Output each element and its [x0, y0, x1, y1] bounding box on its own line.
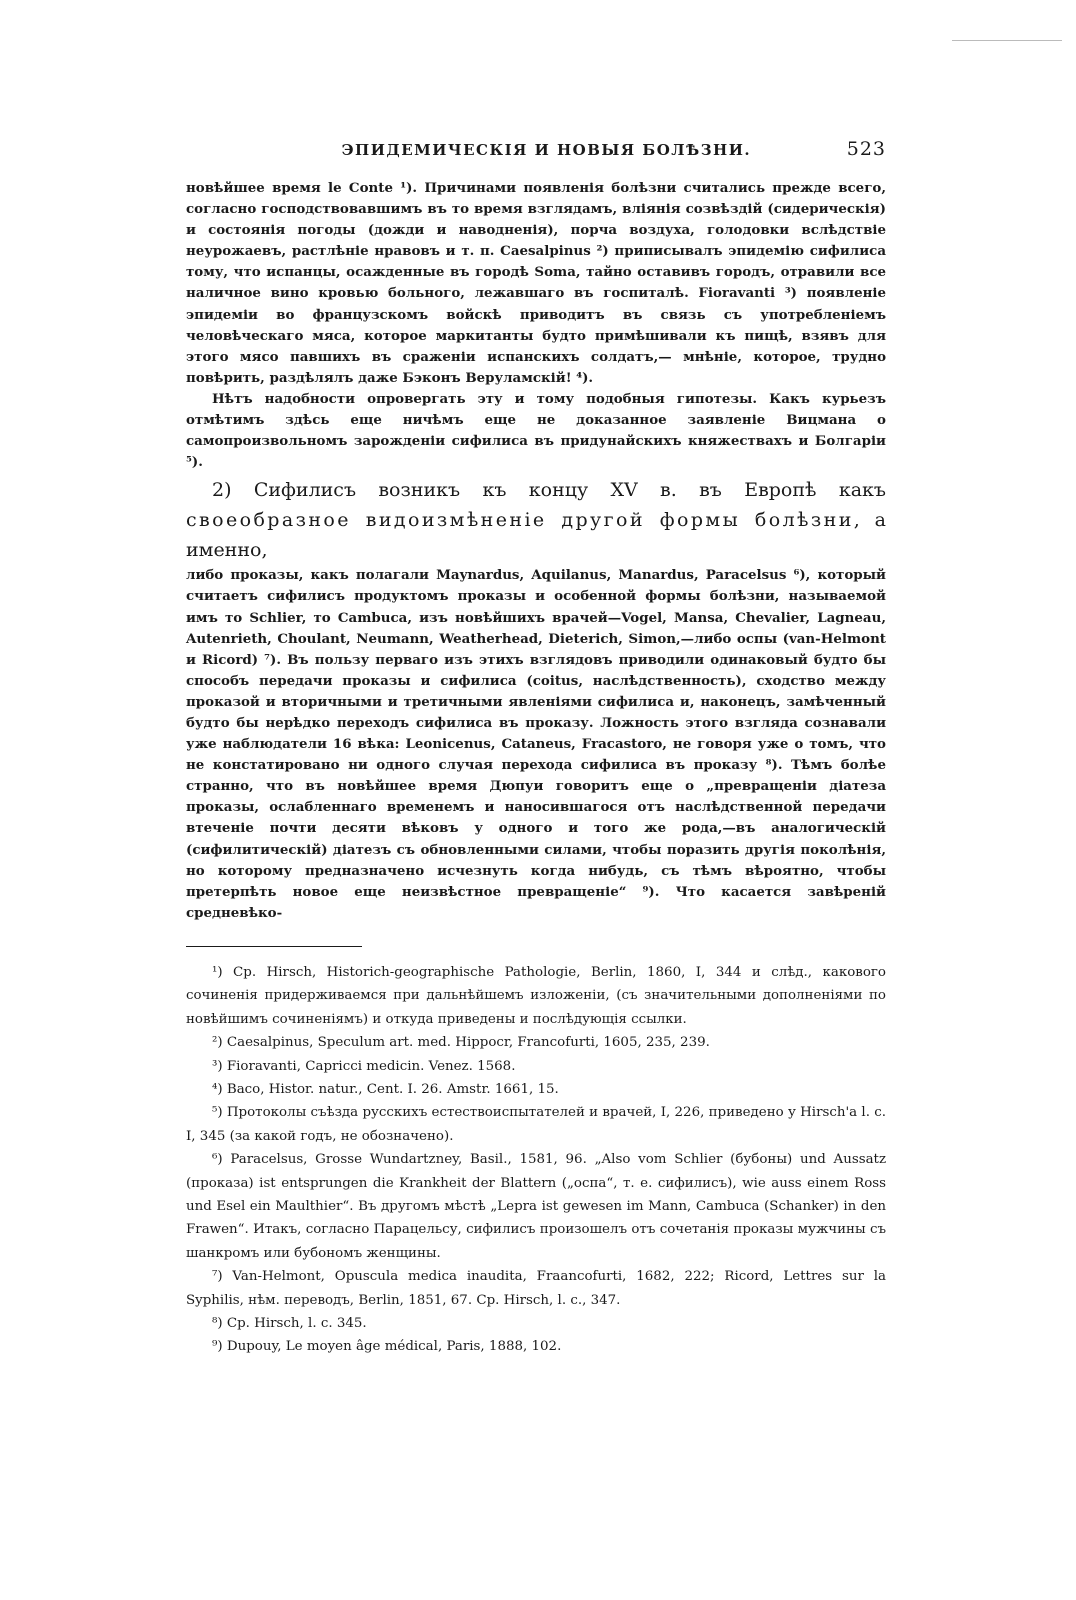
lead-part: а именно, [186, 509, 886, 562]
page-number: 523 [846, 138, 886, 160]
paragraph: либо проказы, какъ полагали Maynardus, Aquilanus, Manardus, Paracelsus ⁶), который считаетъ сифилисъ продуктомъ проказы и особенной формы болѣзни, называемой имъ то Schlier, то Cambuca, изъ новѣйшихъ врачей—Vogel, Mansa, Chevalier, Lagneau, Autenrieth, Choulant, Neumann, Weatherhead, Dieterich, Simon,—либо оспы (van-Helmont и Ricord) ⁷). Въ пользу перваго изъ этихъ взглядовъ приводили одинаковый будто бы способъ передачи проказы и сифилиса (coitus, наслѣдственность), сходство между проказой и вторичными и третичными явленіями сифилиса и, наконецъ, замѣченный будто бы нерѣдко переходъ сифилиса въ проказу. Ложность этого взгляда сознавали уже наблюдатели 16 вѣка: Leonicenus, Cataneus, Fracastoro, не говоря уже о томъ, что не констатировано ни одного случая перехода сифилиса въ проказу ⁸). Тѣмъ болѣе странно, что въ новѣйшее время Дюпуи говоритъ еще о „превращеніи діатеза проказы, ослабленнаго временемъ и наносившагося отъ наслѣдственной передачи втеченіе почти десяти вѣковъ у одного и того же рода,—въ аналогическій (сифилитическій) діатезъ съ обновленными силами, чтобы поразить другія поколѣнія, но которому предназначено исчезнуть когда нибудь, съ тѣмъ вѣроятно, чтобы претерпѣть новое еще неизвѣстное превращеніе“ ⁹). Что касается завѣреній средневѣко- [186, 567, 886, 921]
lead-emphasis: своеобразное видоизмѣненіе другой формы болѣзни, [186, 509, 863, 532]
scan-edge-rule [952, 40, 1062, 41]
paragraph: новѣйшее время le Conte ¹). Причинами появленія болѣзни считались прежде всего, согласно господствовавшимъ въ то время взглядамъ, вліянія созвѣздій (сидерическія) и состоянія погоды (дожди и наводненія), порча воздуха, голодовки вслѣдствіе неурожаевъ, растлѣніе нравовъ и т. п. Caesalpinus ²) приписывалъ эпидемію сифилиса тому, что испанцы, осажденные въ городѣ Soma, тайно оставивъ городъ, отравили все наличное вино кровью больного, лежавшаго въ госпиталѣ. Fioravanti ³) появленіе эпидеміи во французскомъ войскѣ приводитъ въ связь съ употребленіемъ человѣческаго мяса, которое маркитанты будто примѣшивали къ пищѣ, взявъ для этого мясо павшихъ въ сраженіи испанскихъ солдатъ,— мнѣніе, которое, трудно повѣрить, раздѣлялъ даже Бэконъ Веруламскій! ⁴). [186, 180, 886, 386]
footnote: ¹) Ср. Hirsch, Historich-geographische Pathologie, Berlin, 1860, I, 344 и слѣд., какового сочиненія придерживаемся при дальнѣйшемъ изложеніи, (съ значительными дополненіями по новѣйшимъ сочиненіямъ) и откуда приведены и послѣдующія ссылки. [186, 964, 886, 1027]
paragraph: Нѣтъ надобности опровергать эту и тому подобныя гипотезы. Какъ курьезъ отмѣтимъ здѣсь еще ничѣмъ еще не доказанное заявленіе Вицмана о самопроизвольномъ зарожденіи сифилиса въ придунайскихъ княжествахъ и Болгаріи ⁵). [186, 390, 886, 471]
lead-part: 2) Сифилисъ возникъ къ концу XV в. въ Европѣ какъ [212, 479, 886, 502]
footnote: ⁹) Dupouy, Le moyen âge médical, Paris, 1888, 102. [212, 1339, 562, 1355]
footnote: ⁵) Протоколы съѣзда русскихъ естествоиспытателей и врачей, I, 226, приведено у Hirsch'а l. c. I, 345 (за какой годъ, не обозначено). [186, 1105, 886, 1144]
footnote: ⁷) Van-Helmont, Opuscula medica inaudita, Fraancofurti, 1682, 222; Ricord, Lettres sur la Syphilis, нѣм. переводъ, Berlin, 1851, 67. Ср. Hirsch, l. c., 347. [186, 1269, 886, 1308]
page [186, 138, 886, 1359]
footnotes [186, 961, 886, 1359]
body-text [186, 178, 886, 924]
footnote: ³) Fioravanti, Capricci medicin. Venez. 1568. [212, 1058, 516, 1074]
footnote: ⁴) Baco, Histor. natur., Cent. I. 26. Amstr. 1661, 15. [212, 1081, 559, 1097]
footnote: ⁶) Paracelsus, Grosse Wundartzney, Basil., 1581, 96. „Also vom Schlier (бубоны) und Aussatz (проказа) ist entsprungen die Krankheit der Blattern („оспа“, т. е. сифилисъ), wie auss einem Ross und Esel ein Maulthier“. Въ другомъ мѣстѣ „Lepra ist gewesen im Mann, Cambuca (Schanker) in den Frawen“. Итакъ, согласно Парацельсу, сифилисъ произошелъ отъ сочетанія проказы мужчины съ шанкромъ или бубономъ женщины. [186, 1152, 886, 1261]
running-header [186, 138, 886, 178]
footnote: ⁸) Ср. Hirsch, l. c. 345. [212, 1316, 367, 1331]
footnote-separator [186, 946, 362, 947]
section-lead [186, 475, 886, 565]
footnote: ²) Caesalpinus, Speculum art. med. Hippocr, Francofurti, 1605, 235, 239. [212, 1035, 710, 1051]
running-title: ЭПИДЕМИЧЕСКІЯ И НОВЫЯ БОЛѢЗНИ. [341, 141, 752, 159]
